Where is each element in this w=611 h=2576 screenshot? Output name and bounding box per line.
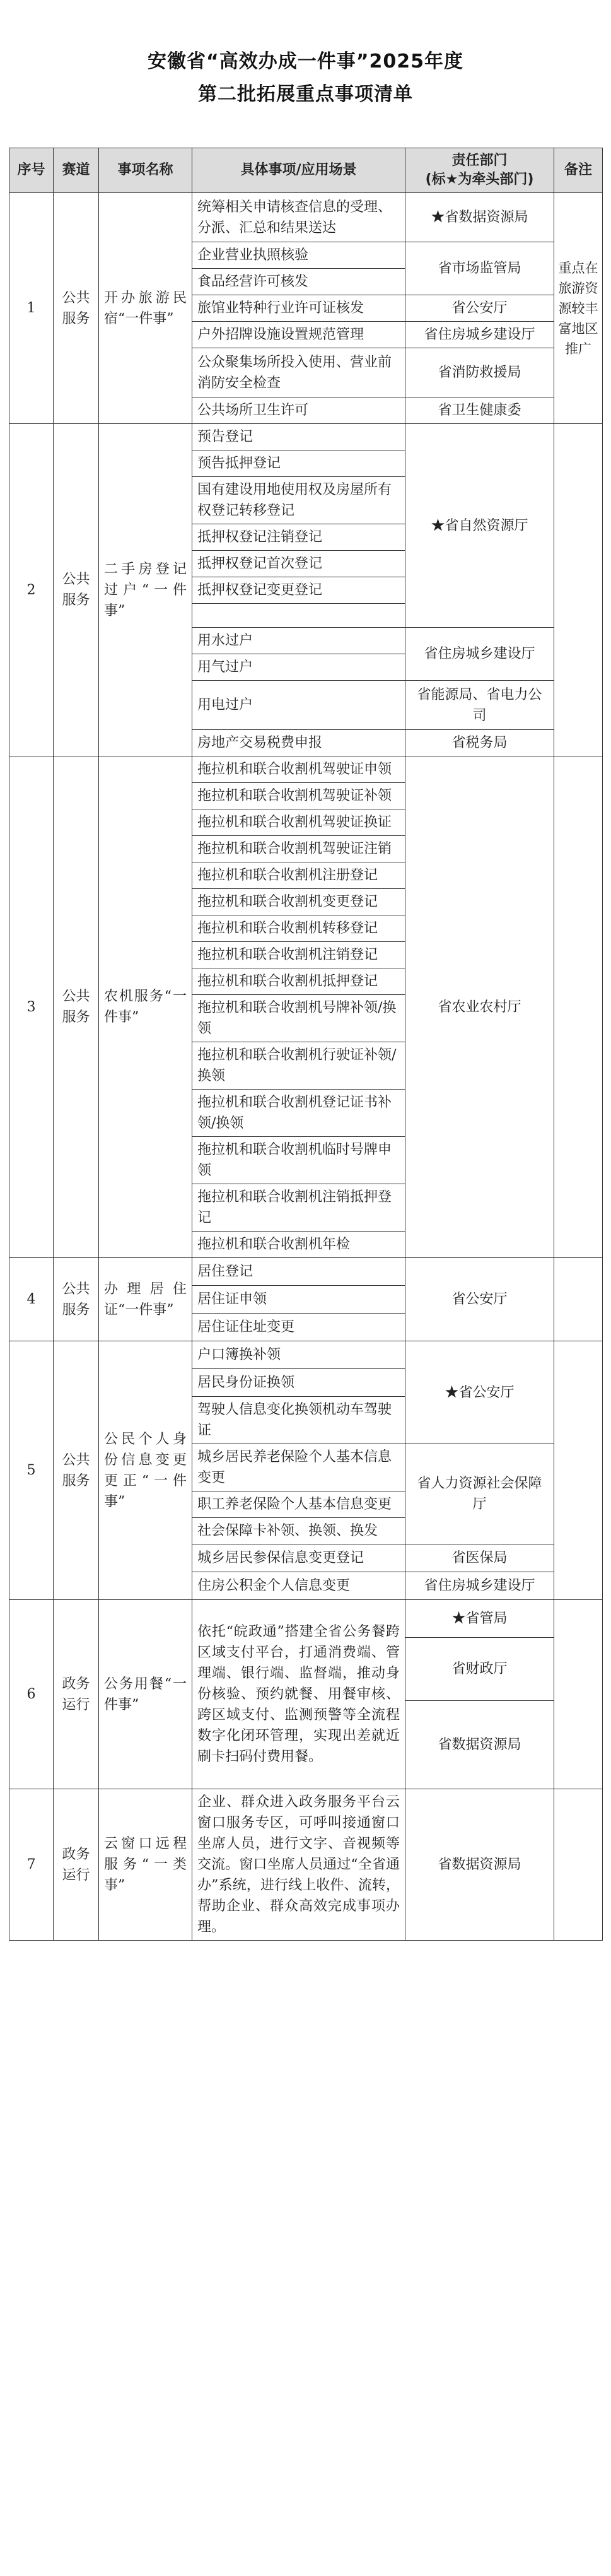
cell-dept: 省数据资源局 — [405, 1701, 554, 1789]
cell-name: 开办旅游民宿“一件事” — [99, 193, 192, 424]
cell-dept: 省公安厅 — [405, 295, 554, 322]
cell-remark — [554, 756, 603, 1258]
cell-scenario: 统筹相关申请核查信息的受理、分派、汇总和结果送达 — [192, 193, 405, 242]
cell-no: 5 — [9, 1341, 54, 1600]
cell-track: 公共服务 — [54, 1258, 99, 1341]
cell-name: 云窗口远程服务“一类事” — [99, 1789, 192, 1941]
cell-no: 7 — [9, 1789, 54, 1941]
cell-scenario: 国有建设用地使用权及房屋所有权登记转移登记 — [192, 477, 405, 524]
table-row — [9, 756, 603, 783]
cell-scenario: 拖拉机和联合收割机号牌补领/换领 — [192, 995, 405, 1042]
cell-dept: ★省管局 — [405, 1600, 554, 1638]
cell-scenario: 拖拉机和联合收割机驾驶证补领 — [192, 783, 405, 809]
cell-dept: 省财政厅 — [405, 1638, 554, 1701]
cell-dept: 省医保局 — [405, 1544, 554, 1572]
cell-scenario: 居民身份证换领 — [192, 1369, 405, 1397]
header-no: 序号 — [9, 148, 54, 193]
cell-scenario: 户外招牌设施设置规范管理 — [192, 322, 405, 348]
cell-scenario: 抵押权登记注销登记 — [192, 524, 405, 551]
cell-name: 农机服务“一件事” — [99, 756, 192, 1258]
cell-track: 政务运行 — [54, 1789, 99, 1941]
cell-dept: 省数据资源局 — [405, 1789, 554, 1941]
table-row — [9, 1341, 603, 1369]
cell-dept: 省消防救援局 — [405, 348, 554, 397]
cell-dept: ★省自然资源厅 — [405, 424, 554, 628]
group-4 — [9, 1258, 603, 1341]
cell-scenario: 企业、群众进入政务服务平台云窗口服务专区，可呼叫接通窗口坐席人员，进行文字、音视频等交流。窗口坐席人员通过“全省通办”系统，进行线上收件、流转，帮助企业、群众高效完成事项办理。 — [192, 1789, 405, 1941]
cell-track: 公共服务 — [54, 193, 99, 424]
cell-scenario: 食品经营许可核发 — [192, 269, 405, 295]
table-row — [9, 424, 603, 450]
cell-name: 公务用餐“一件事” — [99, 1600, 192, 1789]
cell-scenario: 职工养老保险个人基本信息变更 — [192, 1491, 405, 1518]
cell-dept: ★省数据资源局 — [405, 193, 554, 242]
cell-remark — [554, 1258, 603, 1341]
cell-scenario: 拖拉机和联合收割机转移登记 — [192, 915, 405, 942]
cell-remark — [554, 1341, 603, 1600]
cell-scenario: 居住登记 — [192, 1258, 405, 1286]
cell-scenario: 抵押权登记变更登记 — [192, 577, 405, 604]
cell-scenario: 拖拉机和联合收割机临时号牌申领 — [192, 1137, 405, 1184]
cell-scenario: 公众聚集场所投入使用、营业前消防安全检查 — [192, 348, 405, 397]
group-7 — [9, 1789, 603, 1941]
cell-scenario: 拖拉机和联合收割机变更登记 — [192, 889, 405, 915]
cell-remark — [554, 1789, 603, 1941]
cell-scenario: 户口簿换补领 — [192, 1341, 405, 1369]
document-title-line1: 安徽省“高效办成一件事”2025年度 — [148, 50, 463, 73]
cell-name: 二手房登记过户“一件事” — [99, 424, 192, 756]
cell-dept: 省公安厅 — [405, 1258, 554, 1341]
cell-scenario: 拖拉机和联合收割机驾驶证申领 — [192, 756, 405, 783]
cell-no: 6 — [9, 1600, 54, 1789]
cell-scenario: 预告登记 — [192, 424, 405, 450]
cell-dept: 省住房城乡建设厅 — [405, 322, 554, 348]
cell-scenario: 企业营业执照核验 — [192, 242, 405, 269]
cell-dept: 省住房城乡建设厅 — [405, 628, 554, 681]
cell-name: 公民个人身份信息变更更正“一件事” — [99, 1341, 192, 1600]
cell-scenario: 用电过户 — [192, 681, 405, 730]
table-header-row — [9, 148, 603, 193]
header-scenario: 具体事项/应用场景 — [192, 148, 405, 193]
cell-scenario: 拖拉机和联合收割机注销抵押登记 — [192, 1184, 405, 1232]
cell-scenario: 社会保障卡补领、换领、换发 — [192, 1518, 405, 1544]
cell-no: 1 — [9, 193, 54, 424]
cell-no: 4 — [9, 1258, 54, 1341]
group-6 — [9, 1600, 603, 1789]
cell-scenario: 抵押权登记首次登记 — [192, 551, 405, 577]
table-row — [9, 193, 603, 242]
document-title-line2: 第二批拓展重点事项清单 — [198, 83, 413, 105]
cell-no: 2 — [9, 424, 54, 756]
cell-dept: 省市场监管局 — [405, 242, 554, 295]
table-row — [9, 1600, 603, 1638]
cell-name: 办理居住证“一件事” — [99, 1258, 192, 1341]
cell-dept: 省卫生健康委 — [405, 397, 554, 424]
cell-scenario: 拖拉机和联合收割机驾驶证换证 — [192, 809, 405, 836]
cell-scenario: 驾驶人信息变化换领机动车驾驶证 — [192, 1397, 405, 1444]
table-row — [9, 1258, 603, 1286]
cell-scenario: 旅馆业特种行业许可证核发 — [192, 295, 405, 322]
cell-remark: 重点在旅游资源较丰富地区推广 — [554, 193, 603, 424]
cell-scenario: 拖拉机和联合收割机抵押登记 — [192, 968, 405, 995]
header-remark: 备注 — [554, 148, 603, 193]
cell-dept: 省税务局 — [405, 730, 554, 756]
cell-no: 3 — [9, 756, 54, 1258]
cell-dept: 省能源局、省电力公司 — [405, 681, 554, 730]
group-3 — [9, 756, 603, 1258]
cell-track: 公共服务 — [54, 1341, 99, 1600]
cell-scenario: 拖拉机和联合收割机注册登记 — [192, 862, 405, 889]
cell-scenario: 房地产交易税费申报 — [192, 730, 405, 756]
cell-track: 公共服务 — [54, 756, 99, 1258]
header-track: 赛道 — [54, 148, 99, 193]
cell-scenario: 住房公积金个人信息变更 — [192, 1572, 405, 1600]
cell-scenario: 拖拉机和联合收割机年检 — [192, 1232, 405, 1258]
cell-dept: 省住房城乡建设厅 — [405, 1572, 554, 1600]
cell-scenario: 拖拉机和联合收割机登记证书补领/换领 — [192, 1090, 405, 1137]
cell-scenario: 预告抵押登记 — [192, 450, 405, 477]
cell-scenario: 拖拉机和联合收割机行驶证补领/换领 — [192, 1042, 405, 1090]
cell-track: 政务运行 — [54, 1600, 99, 1789]
cell-scenario-empty — [192, 604, 405, 628]
group-2 — [9, 424, 603, 756]
cell-dept: 省农业农村厅 — [405, 756, 554, 1258]
cell-remark — [554, 424, 603, 756]
header-dept: 责任部门 (标★为牵头部门) — [405, 148, 554, 193]
cell-scenario: 用气过户 — [192, 654, 405, 681]
cell-dept: ★省公安厅 — [405, 1341, 554, 1444]
cell-scenario: 用水过户 — [192, 628, 405, 654]
group-5 — [9, 1341, 603, 1600]
cell-scenario: 城乡居民养老保险个人基本信息变更 — [192, 1444, 405, 1491]
cell-scenario: 居住证住址变更 — [192, 1314, 405, 1341]
cell-scenario: 居住证申领 — [192, 1286, 405, 1314]
cell-scenario: 依托“皖政通”搭建全省公务餐跨区域支付平台，打通消费端、管理端、银行端、监督端，推动身份核验、预约就餐、用餐审核、跨区域支付、监测预警等全流程数字化闭环管理，实现出差就近刷卡扫码付费用餐。 — [192, 1600, 405, 1789]
cell-scenario: 城乡居民参保信息变更登记 — [192, 1544, 405, 1572]
group-1 — [9, 193, 603, 424]
table-row — [9, 1789, 603, 1941]
cell-scenario: 拖拉机和联合收割机注销登记 — [192, 942, 405, 968]
cell-track: 公共服务 — [54, 424, 99, 756]
task-list-table — [9, 148, 603, 1941]
cell-dept: 省人力资源社会保障厅 — [405, 1444, 554, 1544]
cell-remark — [554, 1600, 603, 1789]
cell-scenario: 拖拉机和联合收割机驾驶证注销 — [192, 836, 405, 862]
cell-scenario: 公共场所卫生许可 — [192, 397, 405, 424]
header-name: 事项名称 — [99, 148, 192, 193]
